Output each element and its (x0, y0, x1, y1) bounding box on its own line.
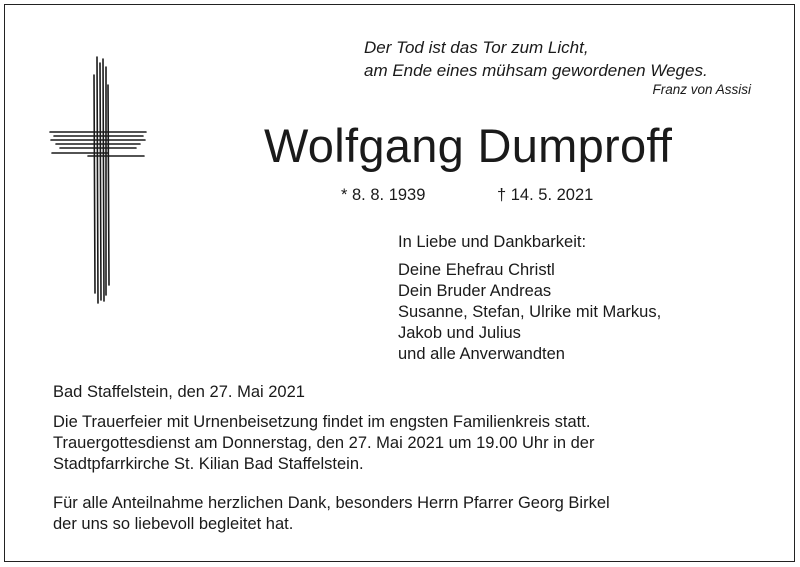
thanks-line: der uns so liebevoll begleitet hat. (53, 515, 294, 533)
quote-author: Franz von Assisi (652, 82, 751, 97)
death-date: † 14. 5. 2021 (497, 186, 594, 204)
mourner-line: Deine Ehefrau Christl (398, 261, 555, 279)
quote-line: am Ende eines mühsam gewordenen Weges. (364, 61, 708, 80)
funeral-line: Trauergottesdienst am Donnerstag, den 27. Mai 2021 um 19.00 Uhr in der (53, 434, 595, 452)
funeral-line: Stadtpfarrkirche St. Kilian Bad Staffelstein. (53, 455, 364, 473)
place-date: Bad Staffelstein, den 27. Mai 2021 (53, 383, 305, 401)
mourner-line: Susanne, Stefan, Ulrike mit Markus, (398, 303, 662, 321)
mourner-line: Jakob und Julius (398, 324, 521, 342)
birth-date: * 8. 8. 1939 (341, 186, 426, 204)
funeral-line: Die Trauerfeier mit Urnenbeisetzung findet im engsten Familienkreis statt. (53, 413, 591, 431)
quote-line: Der Tod ist das Tor zum Licht, (364, 38, 589, 57)
deceased-name: Wolfgang Dumproff (264, 119, 673, 172)
mourner-line: und alle Anverwandten (398, 345, 565, 363)
quote-block (364, 36, 750, 82)
thanks-note (53, 493, 773, 535)
cross-icon (48, 55, 148, 305)
mourner-line: Dein Bruder Andreas (398, 282, 552, 300)
funeral-info (53, 412, 773, 475)
thanks-line: Für alle Anteilnahme herzlichen Dank, besonders Herrn Pfarrer Georg Birkel (53, 494, 610, 512)
mourners-heading: In Liebe und Dankbarkeit: (398, 233, 587, 251)
mourners-list (398, 260, 661, 365)
